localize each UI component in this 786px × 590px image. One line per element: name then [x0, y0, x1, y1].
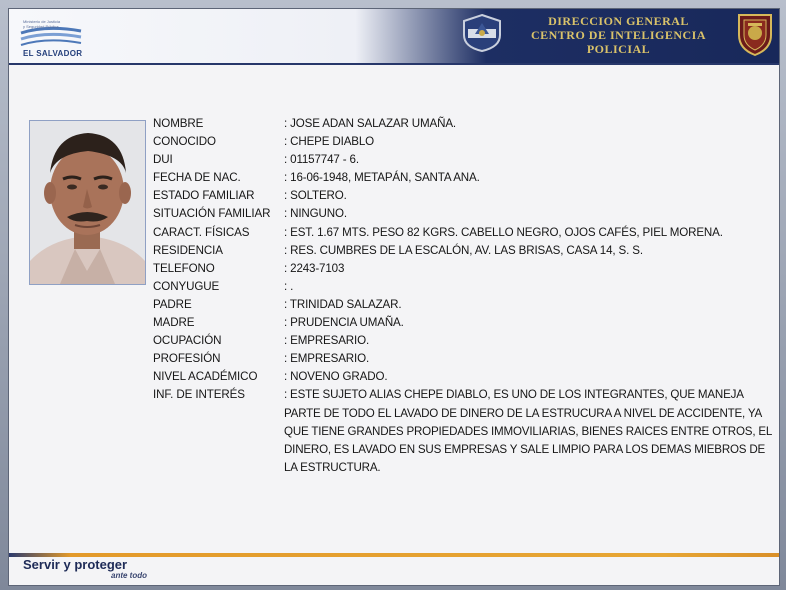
field-value: : EST. 1.67 MTS. PESO 82 KGRS. CABELLO NEGRO, OJOS CAFÉS, PIEL MORENA.: [284, 225, 723, 239]
field-value: : 16-06-1948, METAPÁN, SANTA ANA.: [284, 171, 480, 185]
field-alias: [153, 133, 773, 151]
field-label: FECHA DE NAC.: [153, 171, 241, 185]
field-label: NIVEL ACADÉMICO: [153, 370, 258, 384]
header-title: DIRECCION GENERAL CENTRO DE INTELIGENCIA POLICIAL: [530, 14, 707, 56]
document-slide: [8, 8, 780, 586]
field-value: : NINGUNO.: [284, 207, 347, 221]
field-value: : 01157747 - 6.: [284, 153, 359, 167]
field-name: [153, 115, 773, 133]
field-label: TELEFONO: [153, 261, 215, 275]
field-label: PADRE: [153, 297, 192, 311]
field-label: OCUPACIÓN: [153, 334, 222, 348]
field-value: : 2243-7103: [284, 261, 345, 275]
field-value: : NOVENO GRADO.: [284, 370, 388, 384]
police-shield-icon: [735, 11, 775, 57]
field-label: ESTADO FAMILIAR: [153, 189, 255, 203]
field-label: PROFESIÓN: [153, 352, 221, 366]
field-dui: [153, 151, 773, 169]
country-name: EL SALVADOR: [23, 49, 83, 58]
field-label: CARACT. FÍSICAS: [153, 225, 250, 239]
field-label: CONYUGUE: [153, 279, 220, 293]
field-value: : EMPRESARIO.: [284, 334, 370, 348]
field-value: : EMPRESARIO.: [284, 352, 370, 366]
government-text: Ministerio de Justicia y Seguridad Pública: [23, 19, 61, 29]
field-label: RESIDENCIA: [153, 243, 223, 257]
field-label: DUI: [153, 153, 173, 167]
field-value: : JOSE ADAN SALAZAR UMAÑA.: [284, 117, 456, 130]
field-father: [153, 296, 773, 314]
field-marital-status: [153, 187, 773, 205]
field-value: : RES. CUMBRES DE LA ESCALÓN, AV. LAS BRISAS, CASA 14, S. S.: [284, 243, 643, 257]
field-value: : PRUDENCIA UMAÑA.: [284, 316, 404, 330]
subject-portrait-image: [30, 121, 145, 284]
field-spouse: [153, 278, 773, 296]
field-profession: [153, 350, 773, 368]
field-occupation: [153, 332, 773, 350]
field-label: MADRE: [153, 316, 195, 330]
footer-slogan-sub: ante todo: [111, 571, 147, 580]
field-physical-traits: [153, 224, 773, 242]
police-badge-icon: [460, 13, 504, 53]
field-phone: [153, 260, 773, 278]
field-interest-info: [153, 386, 773, 476]
subject-photo: [29, 120, 146, 285]
field-value: : .: [284, 279, 294, 293]
record-fields: [153, 115, 773, 477]
field-label: SITUACIÓN FAMILIAR: [153, 207, 271, 221]
field-family-situation: [153, 205, 773, 223]
field-value: : ESTE SUJETO ALIAS CHEPE DIABLO, ES UNO DE LOS INTEGRANTES, QUE MANEJA PARTE DE TODO EL LAVADO DE DINERO DE LA ESTRUCURA A NIVEL DE ACCIDENTE, YA QUE TIENE GRANDES PROPIEDADES IMMOVILIARIAS, BIENES RAICES ENTRE OTROS, EL DINERO, ES LAVADO EN SUS EMPRESAS Y SALE LIMPIO PARA LOS DEMAS MIEBROS DE LA ESTRUCTURA.: [284, 388, 772, 474]
footer-slogan: Servir y proteger: [23, 557, 128, 572]
header-banner: [9, 9, 779, 65]
field-birth-date: [153, 169, 773, 187]
field-label: NOMBRE: [153, 117, 204, 130]
field-residence: [153, 242, 773, 260]
field-value: : SOLTERO.: [284, 189, 347, 203]
field-value: : CHEPE DIABLO: [284, 135, 375, 149]
government-logo: [17, 15, 87, 58]
field-label: CONOCIDO: [153, 135, 216, 149]
field-education: [153, 368, 773, 386]
field-mother: [153, 314, 773, 332]
field-value: : TRINIDAD SALAZAR.: [284, 297, 402, 311]
field-label: INF. DE INTERÉS: [153, 388, 245, 402]
